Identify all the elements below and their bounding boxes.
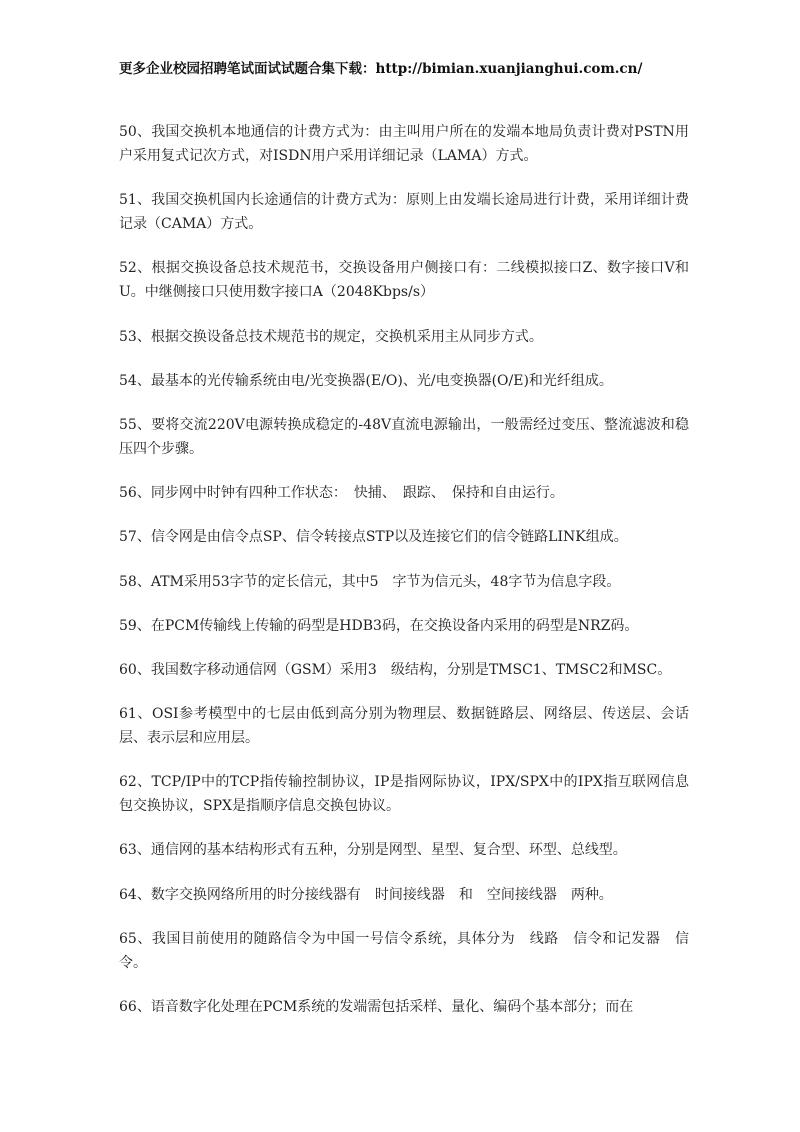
paragraph-56: 56、同步网中时钟有四种工作状态： 快捕、 跟踪、 保持和自由运行。 [119,485,564,502]
page-header [119,57,739,77]
paragraph-63: 63、通信网的基本结构形式有五种，分别是网型、星型、复合型、环型、总线型。 [119,842,627,859]
paragraph-54: 54、最基本的光传输系统由电/光变换器(E/O)、光/电变换器(O/E)和光纤组成。 [119,372,613,389]
document-body [119,120,689,1039]
paragraph-64: 64、数字交换网络所用的时分接线器有 时间接线器 和 空间接线器 两种。 [119,886,613,903]
paragraph-52: 52、根据交换设备总技术规范书，交换设备用户侧接口有：二线模拟接口Z、数字接口V和U。中继侧接口只使用数字接口A（2048Kbps/s） [119,260,689,301]
paragraph-65: 65、我国目前使用的随路信令为中国一号信令系统，具体分为 线路 信令和记发器 信令。 [119,930,689,971]
paragraph-53: 53、根据交换设备总技术规范书的规定，交换机采用主从同步方式。 [119,328,543,345]
header-link[interactable]: http://bimian.xuanjianghui.com.cn/ [375,61,643,77]
paragraph-51: 51、我国交换机国内长途通信的计费方式为：原则上由发端长途局进行计费，采用详细计费记录（CAMA）方式。 [119,192,689,233]
paragraph-66: 66、语音数字化处理在PCM系统的发端需包括采样、量化、编码个基本部分；而在 [119,999,634,1015]
paragraph-62: 62、TCP/IP中的TCP指传输控制协议，IP是指网际协议，IPX/SPX中的IPX指互联网信息包交换协议，SPX是指顺序信息交换包协议。 [119,774,689,815]
paragraph-59: 59、在PCM传输线上传输的码型是HDB3码，在交换设备内采用的码型是NRZ码。 [119,617,639,634]
paragraph-58: 58、ATM采用53字节的定长信元，其中5 字节为信元头，48字节为信息字段。 [119,573,621,590]
paragraph-61: 61、OSI参考模型中的七层由低到高分别为物理层、数据链路层、网络层、传送层、会话层、表示层和应用层。 [119,706,689,747]
paragraph-57: 57、信令网是由信令点SP、信令转接点STP以及连接它们的信令链路LINK组成。 [119,529,628,546]
paragraph-60: 60、我国数字移动通信网（GSM）采用3 级结构，分别是TMSC1、TMSC2和MSC。 [119,661,672,678]
header-text: 更多企业校园招聘笔试面试试题合集下载： [119,61,376,77]
paragraph-50: 50、我国交换机本地通信的计费方式为：由主叫用户所在的发端本地局负责计费对PSTN用户采用复式记次方式，对ISDN用户采用详细记录（LAMA）方式。 [119,124,689,164]
paragraph-55: 55、要将交流220V电源转换成稳定的-48V直流电源输出，一般需经过变压、整流滤波和稳压四个步骤。 [119,416,689,457]
